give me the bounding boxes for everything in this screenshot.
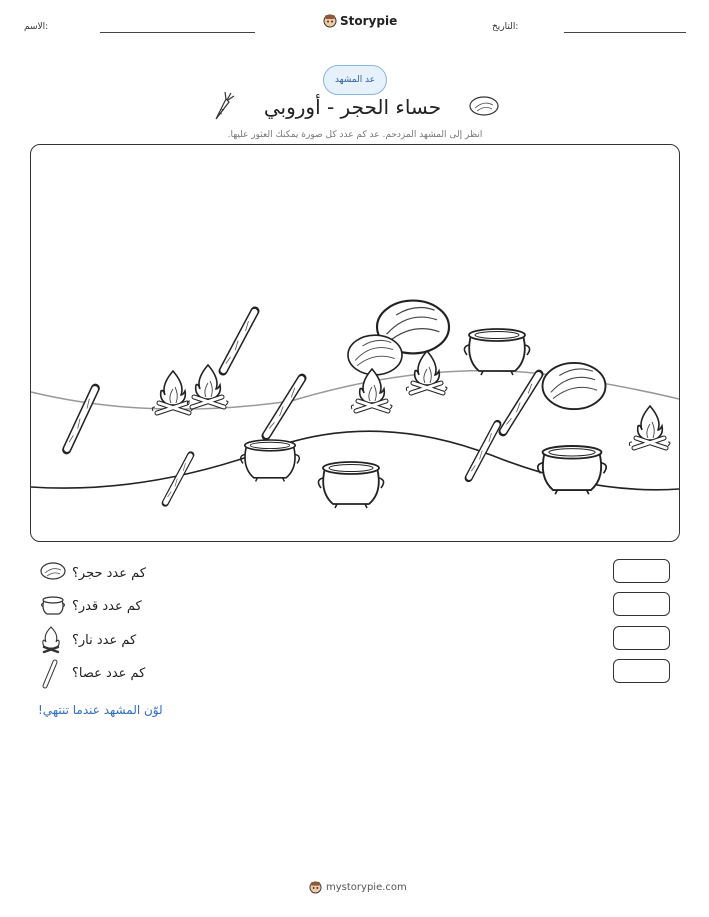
scene-count-badge: عد المشهد	[323, 65, 387, 95]
question-fire: كم عدد نار؟	[72, 633, 137, 648]
stone-title-icon	[469, 96, 499, 116]
scene-fire	[351, 369, 392, 411]
answer-box-pot[interactable]	[613, 592, 670, 616]
scene-stone	[543, 363, 606, 409]
storypie-mascot-icon	[309, 881, 322, 894]
name-label: الاسم:	[24, 22, 49, 32]
scene-stick	[66, 388, 97, 450]
scene-stone	[348, 335, 402, 375]
scene-drawing	[31, 145, 679, 541]
question-stick: كم عدد عصا؟	[72, 666, 146, 681]
answer-box-stick[interactable]	[613, 659, 670, 683]
instructions: انظر إلى المشهد المزدحم. عد كم عدد كل صورة يمكنك العثور عليها.	[227, 130, 483, 140]
scene-stick	[165, 455, 192, 504]
scene-pot	[318, 462, 383, 508]
stick-icon	[40, 660, 60, 688]
scene-pot	[241, 440, 300, 481]
stone-icon	[40, 562, 66, 580]
brand-logo	[323, 14, 397, 28]
scene-frame[interactable]	[30, 144, 680, 542]
scene-fire	[629, 406, 670, 448]
brand-name: Storypie	[340, 14, 398, 28]
pot-icon	[41, 594, 65, 616]
question-pot: كم عدد قدر؟	[72, 599, 142, 614]
site-url[interactable]: mystorypie.com	[326, 882, 407, 893]
answer-box-stone[interactable]	[613, 559, 670, 583]
answer-box-fire[interactable]	[613, 626, 670, 650]
scene-stick	[502, 374, 540, 433]
page-title: حساء الحجر - أوروبي	[263, 95, 442, 119]
scene-pot	[464, 329, 529, 375]
scene-pot	[538, 446, 606, 494]
color-scene-note: لوّن المشهد عندما تنتهي!	[38, 703, 163, 717]
fire-icon	[41, 626, 61, 654]
scene-fire	[152, 371, 193, 413]
scene-stick	[468, 424, 498, 479]
site-footer	[309, 881, 407, 894]
date-label: التاريخ:	[492, 22, 519, 32]
date-line[interactable]	[564, 32, 686, 33]
name-line[interactable]	[100, 32, 255, 33]
storypie-mascot-icon	[323, 14, 337, 28]
scene-stick	[222, 311, 256, 372]
question-stone: كم عدد حجر؟	[72, 566, 146, 581]
carrot-icon	[212, 91, 236, 121]
scene-stick	[265, 378, 303, 437]
